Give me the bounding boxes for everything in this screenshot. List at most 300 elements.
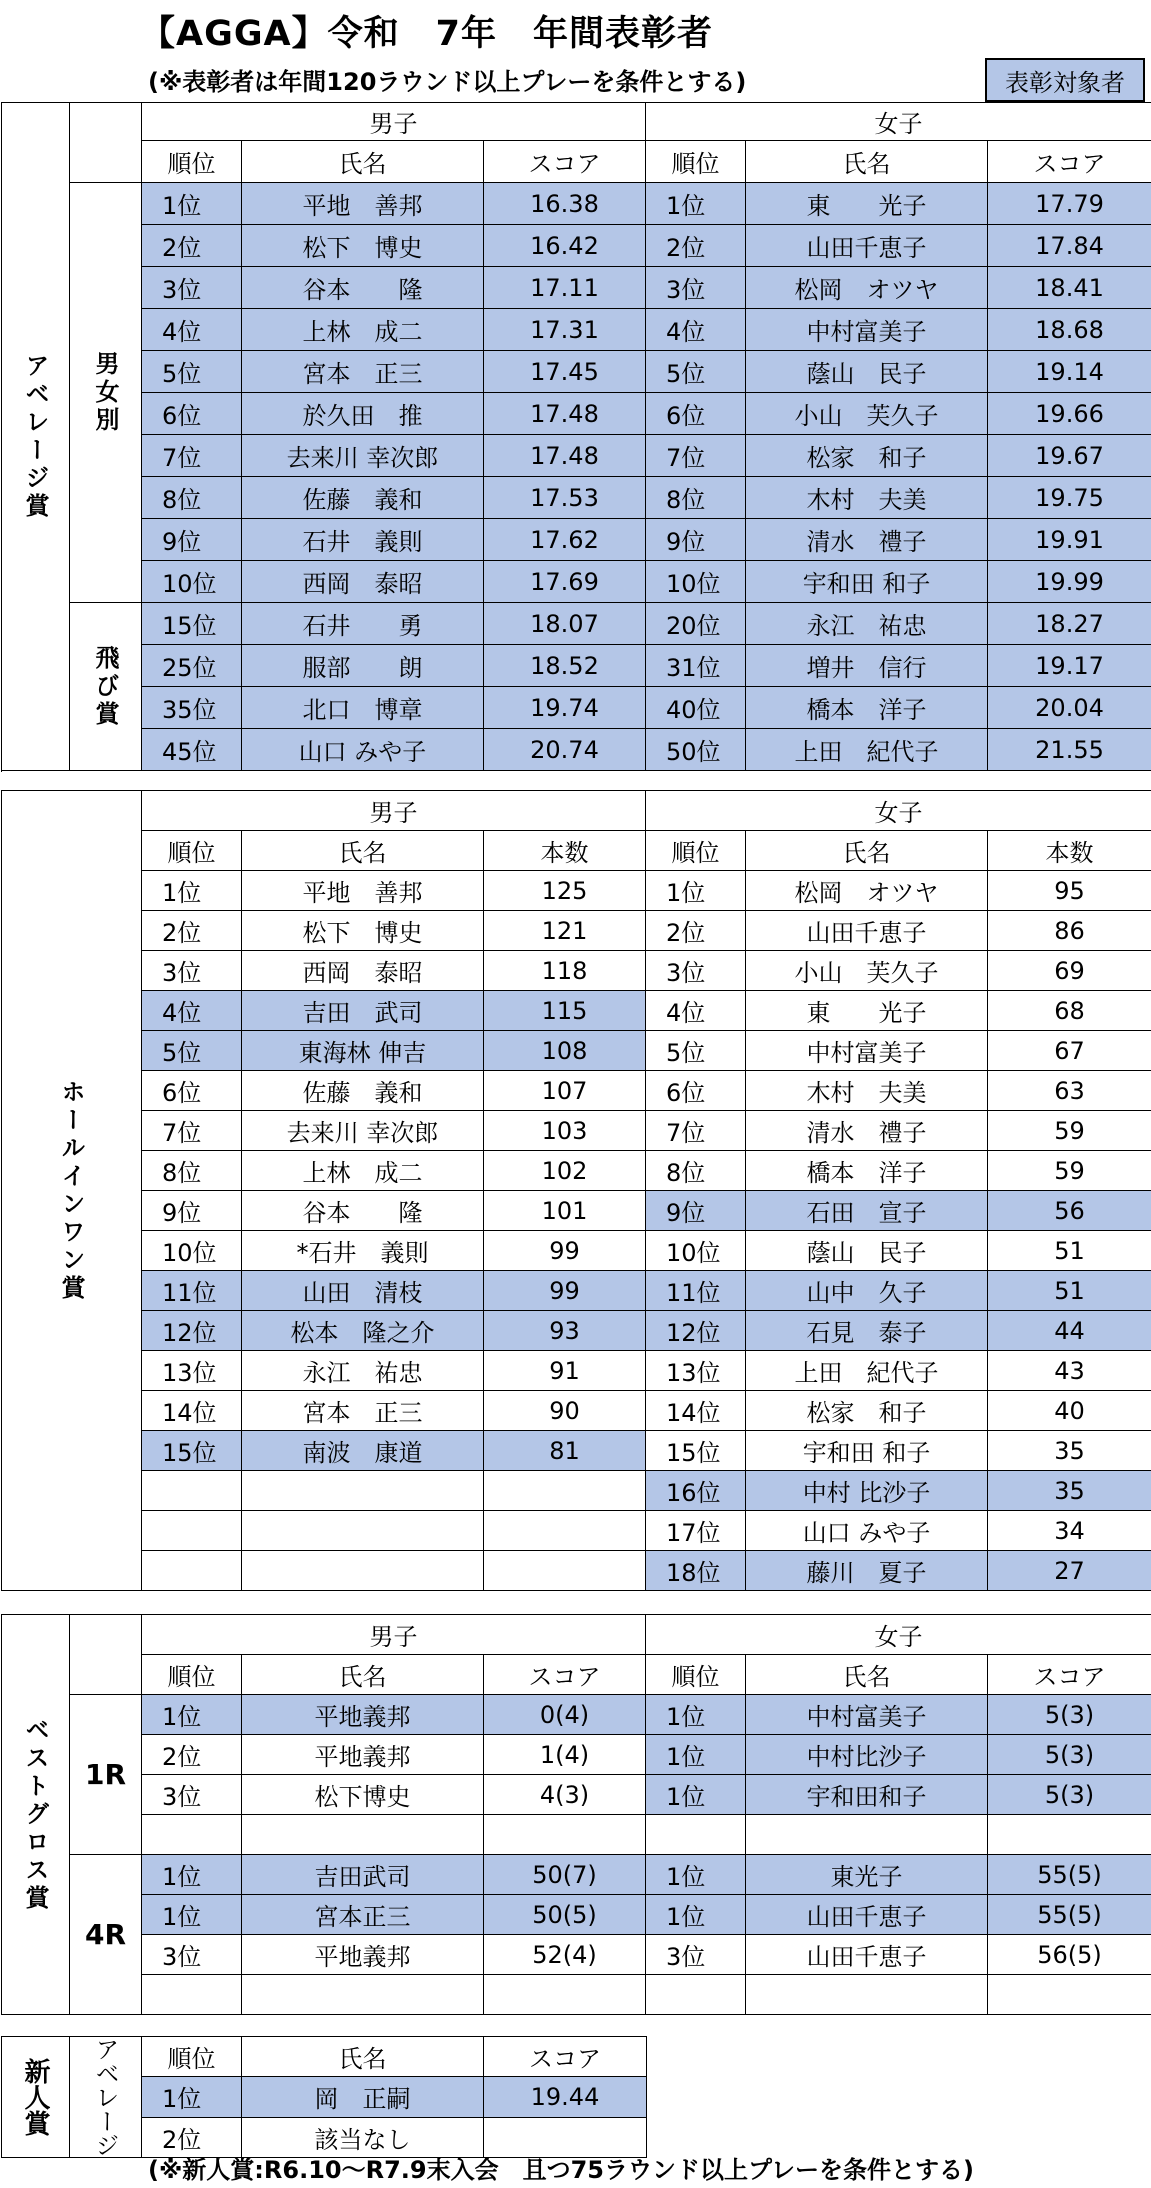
male-header: 男子 bbox=[142, 791, 646, 831]
table-row bbox=[2, 1815, 1151, 1855]
male-name: 南波 康道 bbox=[242, 1431, 484, 1471]
female-name: 小山 芙久子 bbox=[746, 393, 988, 435]
male-count: 91 bbox=[484, 1351, 646, 1391]
female-count: 63 bbox=[988, 1071, 1151, 1111]
table-row bbox=[2, 351, 1151, 393]
table-row bbox=[2, 561, 1151, 603]
female-count: 44 bbox=[988, 1311, 1151, 1351]
female-count: 34 bbox=[988, 1511, 1151, 1551]
female-count: 35 bbox=[988, 1431, 1151, 1471]
male-rank: 2位 bbox=[142, 911, 242, 951]
col-rank-header: 順位 bbox=[142, 141, 242, 183]
male-rank bbox=[142, 1471, 242, 1511]
table-row bbox=[2, 1775, 1151, 1815]
male-count: 108 bbox=[484, 1031, 646, 1071]
male-name: 佐藤 義和 bbox=[242, 477, 484, 519]
newcomer-name: 岡 正嗣 bbox=[242, 2077, 484, 2117]
table-row bbox=[2, 1391, 1151, 1431]
female-score: 19.75 bbox=[988, 477, 1151, 519]
male-rank: 6位 bbox=[142, 1071, 242, 1111]
female-rank: 3位 bbox=[646, 951, 746, 991]
legend-label: 表彰対象者 bbox=[1005, 68, 1125, 97]
male-name: 吉田 武司 bbox=[242, 991, 484, 1031]
female-rank: 17位 bbox=[646, 1511, 746, 1551]
male-rank: 5位 bbox=[142, 1031, 242, 1071]
female-name: 山田千恵子 bbox=[746, 225, 988, 267]
table-row bbox=[2, 871, 1151, 911]
male-name: 山口 みや子 bbox=[242, 729, 484, 771]
male-score bbox=[484, 1975, 646, 2015]
male-count: 115 bbox=[484, 991, 646, 1031]
male-score bbox=[484, 1815, 646, 1855]
female-rank: 5位 bbox=[646, 351, 746, 393]
table-row bbox=[2, 1111, 1151, 1151]
female-count: 68 bbox=[988, 991, 1151, 1031]
male-name: 佐藤 義和 bbox=[242, 1071, 484, 1111]
female-name: 山田千恵子 bbox=[746, 1935, 988, 1975]
table-row bbox=[2, 645, 1151, 687]
female-rank: 5位 bbox=[646, 1031, 746, 1071]
col-score-header: スコア bbox=[988, 1655, 1151, 1695]
female-header: 女子 bbox=[646, 791, 1151, 831]
male-rank: 3位 bbox=[142, 267, 242, 309]
table-row bbox=[2, 183, 1151, 225]
female-name: 石見 泰子 bbox=[746, 1311, 988, 1351]
male-name: 松本 隆之介 bbox=[242, 1311, 484, 1351]
male-name: 西岡 泰昭 bbox=[242, 561, 484, 603]
female-rank: 7位 bbox=[646, 1111, 746, 1151]
col-score-header: スコア bbox=[484, 2037, 647, 2077]
col-rank-header: 順位 bbox=[142, 831, 242, 871]
female-rank: 12位 bbox=[646, 1311, 746, 1351]
male-rank: 3位 bbox=[142, 1775, 242, 1815]
female-name: 中村富美子 bbox=[746, 1695, 988, 1735]
male-rank: 25位 bbox=[142, 645, 242, 687]
male-score: 17.11 bbox=[484, 267, 646, 309]
female-rank: 8位 bbox=[646, 477, 746, 519]
legend-award-target bbox=[985, 58, 1145, 102]
male-name bbox=[242, 1471, 484, 1511]
female-score: 56(5) bbox=[988, 1935, 1151, 1975]
hole-in-one-label: ホールインワン賞 bbox=[2, 791, 142, 1591]
female-name: 中村富美子 bbox=[746, 1031, 988, 1071]
male-rank: 2位 bbox=[142, 225, 242, 267]
male-score: 50(5) bbox=[484, 1895, 646, 1935]
newcomer-name: 該当なし bbox=[242, 2117, 484, 2157]
col-name-header: 氏名 bbox=[746, 1655, 988, 1695]
male-name: 山田 清枝 bbox=[242, 1271, 484, 1311]
female-rank: 11位 bbox=[646, 1271, 746, 1311]
female-name: 松家 和子 bbox=[746, 435, 988, 477]
male-rank: 14位 bbox=[142, 1391, 242, 1431]
hole-in-one-table bbox=[1, 790, 1151, 1591]
table-row bbox=[2, 1855, 1151, 1895]
male-count: 102 bbox=[484, 1151, 646, 1191]
table-row bbox=[2, 603, 1151, 645]
table-row bbox=[2, 1191, 1151, 1231]
female-name: 小山 芙久子 bbox=[746, 951, 988, 991]
female-count: 56 bbox=[988, 1191, 1151, 1231]
female-name: 東 光子 bbox=[746, 991, 988, 1031]
female-name: 山田千恵子 bbox=[746, 911, 988, 951]
female-name: 松岡 オツヤ bbox=[746, 267, 988, 309]
male-header: 男子 bbox=[142, 1615, 646, 1655]
female-name: 宇和田 和子 bbox=[746, 1431, 988, 1471]
tobi-award-label: 飛び賞 bbox=[70, 603, 142, 771]
male-count: 90 bbox=[484, 1391, 646, 1431]
male-score: 17.31 bbox=[484, 309, 646, 351]
col-score-header: スコア bbox=[484, 1655, 646, 1695]
female-score: 21.55 bbox=[988, 729, 1151, 771]
newcomer-average-label: アベレージ bbox=[70, 2037, 142, 2158]
female-rank: 1位 bbox=[646, 1855, 746, 1895]
male-name: 服部 朗 bbox=[242, 645, 484, 687]
male-rank: 3位 bbox=[142, 951, 242, 991]
male-name: 石井 義則 bbox=[242, 519, 484, 561]
male-count: 103 bbox=[484, 1111, 646, 1151]
table-row bbox=[2, 435, 1151, 477]
table-row bbox=[2, 1431, 1151, 1471]
female-count: 59 bbox=[988, 1111, 1151, 1151]
spacer-cell bbox=[70, 1615, 142, 1695]
male-rank: 1位 bbox=[142, 1895, 242, 1935]
female-count: 95 bbox=[988, 871, 1151, 911]
female-rank: 1位 bbox=[646, 871, 746, 911]
female-rank: 7位 bbox=[646, 435, 746, 477]
male-rank: 10位 bbox=[142, 561, 242, 603]
table-row bbox=[2, 309, 1151, 351]
male-name: 上林 成二 bbox=[242, 309, 484, 351]
female-rank: 2位 bbox=[646, 911, 746, 951]
newcomer-condition-note: (※新人賞:R6.10〜R7.9末入会 且つ75ラウンド以上プレーを条件とする) bbox=[148, 2156, 974, 2184]
male-name: 谷本 隆 bbox=[242, 267, 484, 309]
male-count: 99 bbox=[484, 1231, 646, 1271]
table-row bbox=[2, 225, 1151, 267]
male-name: 平地 善邦 bbox=[242, 183, 484, 225]
gender-category-label: 男女別 bbox=[70, 183, 142, 603]
female-name: 木村 夫美 bbox=[746, 1071, 988, 1111]
female-count: 51 bbox=[988, 1271, 1151, 1311]
female-rank: 4位 bbox=[646, 309, 746, 351]
female-count: 40 bbox=[988, 1391, 1151, 1431]
male-count: 118 bbox=[484, 951, 646, 991]
female-score: 19.14 bbox=[988, 351, 1151, 393]
female-rank: 1位 bbox=[646, 183, 746, 225]
female-count: 27 bbox=[988, 1551, 1151, 1591]
female-rank: 50位 bbox=[646, 729, 746, 771]
male-name: 去来川 幸次郎 bbox=[242, 1111, 484, 1151]
male-rank: 10位 bbox=[142, 1231, 242, 1271]
female-name: 中村比沙子 bbox=[746, 1735, 988, 1775]
male-rank: 8位 bbox=[142, 477, 242, 519]
female-score: 18.27 bbox=[988, 603, 1151, 645]
female-score: 55(5) bbox=[988, 1895, 1151, 1935]
female-rank bbox=[646, 1815, 746, 1855]
female-rank: 16位 bbox=[646, 1471, 746, 1511]
female-score: 55(5) bbox=[988, 1855, 1151, 1895]
newcomer-table bbox=[1, 2036, 647, 2158]
male-name: 谷本 隆 bbox=[242, 1191, 484, 1231]
female-name: 山中 久子 bbox=[746, 1271, 988, 1311]
female-name: 上田 紀代子 bbox=[746, 1351, 988, 1391]
table-row bbox=[2, 1695, 1151, 1735]
female-name: 中村 比沙子 bbox=[746, 1471, 988, 1511]
female-score: 17.84 bbox=[988, 225, 1151, 267]
female-score: 5(3) bbox=[988, 1775, 1151, 1815]
table-row bbox=[2, 1231, 1151, 1271]
male-score: 19.74 bbox=[484, 687, 646, 729]
male-name: 宮本 正三 bbox=[242, 351, 484, 393]
male-rank: 1位 bbox=[142, 871, 242, 911]
table-row bbox=[2, 1511, 1151, 1551]
male-count: 99 bbox=[484, 1271, 646, 1311]
female-rank: 9位 bbox=[646, 519, 746, 561]
table-row bbox=[2, 1311, 1151, 1351]
male-rank bbox=[142, 1551, 242, 1591]
female-count: 59 bbox=[988, 1151, 1151, 1191]
male-name: 石井 勇 bbox=[242, 603, 484, 645]
female-name: 山田千恵子 bbox=[746, 1895, 988, 1935]
table-row bbox=[2, 729, 1151, 771]
female-score: 19.17 bbox=[988, 645, 1151, 687]
female-name: 永江 祐忠 bbox=[746, 603, 988, 645]
male-score: 17.48 bbox=[484, 393, 646, 435]
col-score-header: スコア bbox=[484, 141, 646, 183]
female-score bbox=[988, 1975, 1151, 2015]
female-rank: 40位 bbox=[646, 687, 746, 729]
female-name: 橋本 洋子 bbox=[746, 1151, 988, 1191]
table-row bbox=[2, 1031, 1151, 1071]
female-name: 橋本 洋子 bbox=[746, 687, 988, 729]
male-rank: 15位 bbox=[142, 1431, 242, 1471]
award-condition-note: (※表彰者は年間120ラウンド以上プレーを条件とする) bbox=[148, 68, 747, 96]
male-score: 1(4) bbox=[484, 1735, 646, 1775]
female-rank: 1位 bbox=[646, 1695, 746, 1735]
newcomer-score: 19.44 bbox=[484, 2077, 647, 2117]
female-rank: 1位 bbox=[646, 1775, 746, 1815]
table-row bbox=[2, 1271, 1151, 1311]
col-name-header: 氏名 bbox=[242, 1655, 484, 1695]
female-name: 木村 夫美 bbox=[746, 477, 988, 519]
table-row bbox=[2, 477, 1151, 519]
female-count: 51 bbox=[988, 1231, 1151, 1271]
male-rank: 9位 bbox=[142, 519, 242, 561]
page-title: 【AGGA】令和 7年 年間表彰者 bbox=[140, 14, 713, 54]
female-score: 19.91 bbox=[988, 519, 1151, 561]
male-count: 81 bbox=[484, 1431, 646, 1471]
female-header: 女子 bbox=[646, 103, 1151, 141]
male-rank: 4位 bbox=[142, 309, 242, 351]
col-name-header: 氏名 bbox=[242, 831, 484, 871]
male-name: 松下博史 bbox=[242, 1775, 484, 1815]
male-score: 0(4) bbox=[484, 1695, 646, 1735]
col-rank-header: 順位 bbox=[646, 141, 746, 183]
male-score: 50(7) bbox=[484, 1855, 646, 1895]
male-rank: 8位 bbox=[142, 1151, 242, 1191]
male-score: 16.38 bbox=[484, 183, 646, 225]
female-score: 5(3) bbox=[988, 1735, 1151, 1775]
male-count: 125 bbox=[484, 871, 646, 911]
male-name: 西岡 泰昭 bbox=[242, 951, 484, 991]
female-count: 67 bbox=[988, 1031, 1151, 1071]
female-name: 東光子 bbox=[746, 1855, 988, 1895]
table-row bbox=[2, 267, 1151, 309]
table-row bbox=[2, 911, 1151, 951]
female-count: 86 bbox=[988, 911, 1151, 951]
male-score: 20.74 bbox=[484, 729, 646, 771]
male-count bbox=[484, 1551, 646, 1591]
female-count: 43 bbox=[988, 1351, 1151, 1391]
female-score: 5(3) bbox=[988, 1695, 1151, 1735]
table-row bbox=[2, 951, 1151, 991]
female-rank bbox=[646, 1975, 746, 2015]
female-rank: 9位 bbox=[646, 1191, 746, 1231]
female-name: 松岡 オツヤ bbox=[746, 871, 988, 911]
male-rank: 4位 bbox=[142, 991, 242, 1031]
female-rank: 13位 bbox=[646, 1351, 746, 1391]
male-count: 107 bbox=[484, 1071, 646, 1111]
table-row bbox=[2, 1071, 1151, 1111]
male-name: 去来川 幸次郎 bbox=[242, 435, 484, 477]
male-name bbox=[242, 1815, 484, 1855]
male-score: 18.07 bbox=[484, 603, 646, 645]
female-rank: 1位 bbox=[646, 1735, 746, 1775]
average-award-table bbox=[1, 102, 1151, 771]
male-rank bbox=[142, 1511, 242, 1551]
male-score: 17.53 bbox=[484, 477, 646, 519]
male-name: *石井 義則 bbox=[242, 1231, 484, 1271]
female-score: 19.66 bbox=[988, 393, 1151, 435]
col-count-header: 本数 bbox=[988, 831, 1151, 871]
male-score: 16.42 bbox=[484, 225, 646, 267]
female-name: 中村富美子 bbox=[746, 309, 988, 351]
male-name: 平地義邦 bbox=[242, 1735, 484, 1775]
male-name: 宮本正三 bbox=[242, 1895, 484, 1935]
male-score: 17.69 bbox=[484, 561, 646, 603]
male-score: 17.62 bbox=[484, 519, 646, 561]
male-count: 121 bbox=[484, 911, 646, 951]
round-4-label: 4R bbox=[70, 1855, 142, 2015]
male-rank: 13位 bbox=[142, 1351, 242, 1391]
male-name: 吉田武司 bbox=[242, 1855, 484, 1895]
male-rank: 1位 bbox=[142, 1695, 242, 1735]
col-count-header: 本数 bbox=[484, 831, 646, 871]
male-rank: 45位 bbox=[142, 729, 242, 771]
male-rank bbox=[142, 1815, 242, 1855]
male-header: 男子 bbox=[142, 103, 646, 141]
male-name: 宮本 正三 bbox=[242, 1391, 484, 1431]
female-rank: 4位 bbox=[646, 991, 746, 1031]
male-name: 松下 博史 bbox=[242, 225, 484, 267]
female-header: 女子 bbox=[646, 1615, 1151, 1655]
female-score: 19.67 bbox=[988, 435, 1151, 477]
male-name: 於久田 推 bbox=[242, 393, 484, 435]
male-rank: 6位 bbox=[142, 393, 242, 435]
col-rank-header: 順位 bbox=[646, 831, 746, 871]
male-rank: 7位 bbox=[142, 435, 242, 477]
male-rank: 35位 bbox=[142, 687, 242, 729]
male-rank: 3位 bbox=[142, 1935, 242, 1975]
male-name: 東海林 伸吉 bbox=[242, 1031, 484, 1071]
average-award-label: アベレージ賞 bbox=[2, 103, 70, 771]
male-name bbox=[242, 1551, 484, 1591]
male-rank: 9位 bbox=[142, 1191, 242, 1231]
female-rank: 10位 bbox=[646, 1231, 746, 1271]
table-row bbox=[2, 1351, 1151, 1391]
table-row bbox=[2, 1471, 1151, 1511]
table-row bbox=[2, 519, 1151, 561]
female-name: 松家 和子 bbox=[746, 1391, 988, 1431]
round-1-label: 1R bbox=[70, 1695, 142, 1855]
female-score bbox=[988, 1815, 1151, 1855]
female-rank: 8位 bbox=[646, 1151, 746, 1191]
male-score: 17.48 bbox=[484, 435, 646, 477]
female-rank: 18位 bbox=[646, 1551, 746, 1591]
table-row bbox=[2, 1735, 1151, 1775]
female-count: 35 bbox=[988, 1471, 1151, 1511]
female-name bbox=[746, 1815, 988, 1855]
male-count bbox=[484, 1471, 646, 1511]
best-gross-label: ベストグロス賞 bbox=[2, 1615, 70, 2015]
male-count bbox=[484, 1511, 646, 1551]
female-count: 69 bbox=[988, 951, 1151, 991]
male-rank: 15位 bbox=[142, 603, 242, 645]
female-rank: 20位 bbox=[646, 603, 746, 645]
male-name bbox=[242, 1511, 484, 1551]
female-name bbox=[746, 1975, 988, 2015]
spacer-cell bbox=[70, 103, 142, 183]
table-row bbox=[2, 1551, 1151, 1591]
newcomer-rank: 1位 bbox=[142, 2077, 242, 2117]
male-name: 上林 成二 bbox=[242, 1151, 484, 1191]
female-rank: 1位 bbox=[646, 1895, 746, 1935]
female-name: 宇和田 和子 bbox=[746, 561, 988, 603]
col-name-header: 氏名 bbox=[746, 141, 988, 183]
female-rank: 31位 bbox=[646, 645, 746, 687]
newcomer-award-label: 新人賞 bbox=[2, 2037, 70, 2158]
male-name: 松下 博史 bbox=[242, 911, 484, 951]
female-score: 20.04 bbox=[988, 687, 1151, 729]
female-rank: 14位 bbox=[646, 1391, 746, 1431]
col-name-header: 氏名 bbox=[242, 2037, 484, 2077]
male-name: 北口 博章 bbox=[242, 687, 484, 729]
male-score: 52(4) bbox=[484, 1935, 646, 1975]
female-score: 18.68 bbox=[988, 309, 1151, 351]
col-score-header: スコア bbox=[988, 141, 1151, 183]
male-score: 18.52 bbox=[484, 645, 646, 687]
female-score: 18.41 bbox=[988, 267, 1151, 309]
male-name: 平地義邦 bbox=[242, 1935, 484, 1975]
female-name: 宇和田和子 bbox=[746, 1775, 988, 1815]
col-name-header: 氏名 bbox=[242, 141, 484, 183]
col-rank-header: 順位 bbox=[646, 1655, 746, 1695]
female-name: 上田 紀代子 bbox=[746, 729, 988, 771]
male-rank: 12位 bbox=[142, 1311, 242, 1351]
male-score: 17.45 bbox=[484, 351, 646, 393]
female-rank: 6位 bbox=[646, 393, 746, 435]
col-rank-header: 順位 bbox=[142, 1655, 242, 1695]
female-name: 清水 禮子 bbox=[746, 1111, 988, 1151]
male-count: 93 bbox=[484, 1311, 646, 1351]
female-score: 19.99 bbox=[988, 561, 1151, 603]
male-rank: 1位 bbox=[142, 1855, 242, 1895]
col-rank-header: 順位 bbox=[142, 2037, 242, 2077]
male-name: 永江 祐忠 bbox=[242, 1351, 484, 1391]
newcomer-rank: 2位 bbox=[142, 2117, 242, 2157]
female-name: 清水 禮子 bbox=[746, 519, 988, 561]
female-name: 石田 宣子 bbox=[746, 1191, 988, 1231]
table-row bbox=[2, 1975, 1151, 2015]
